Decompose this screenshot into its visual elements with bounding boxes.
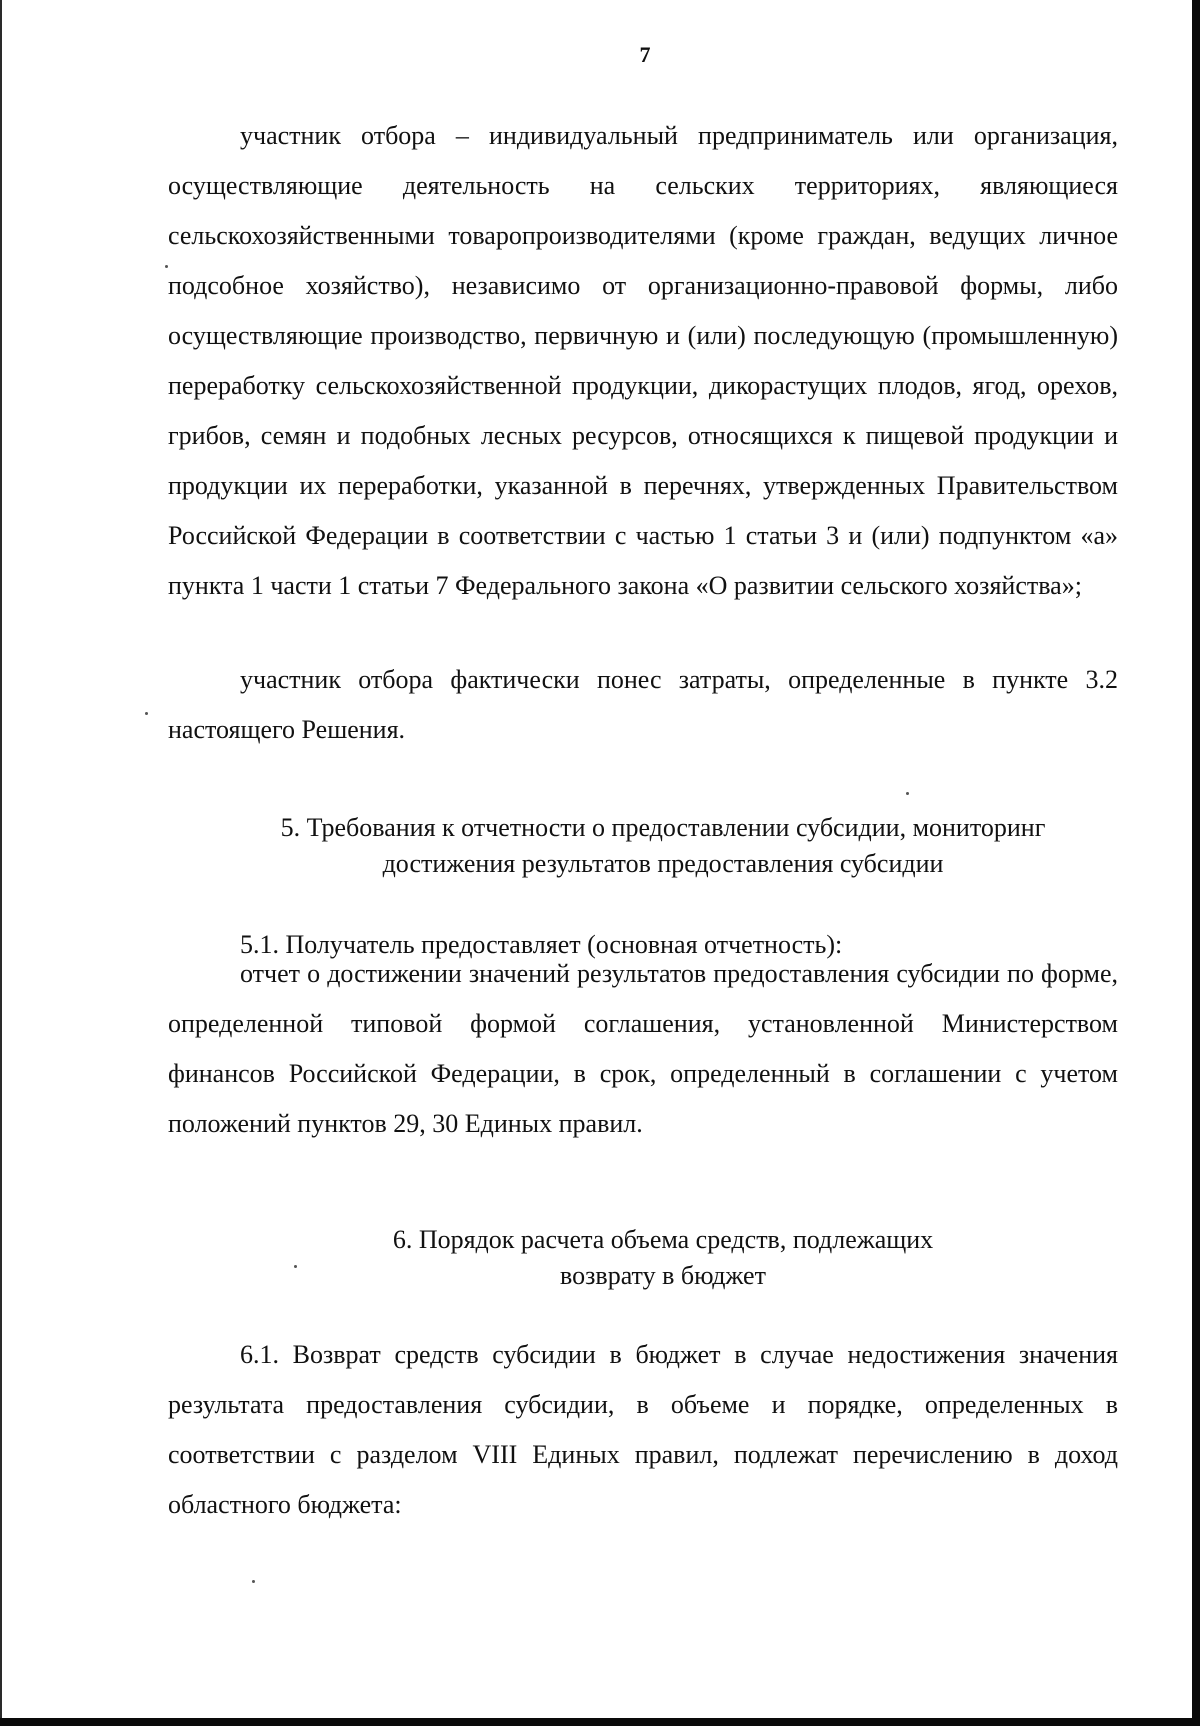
scan-edge-right — [1192, 0, 1200, 1726]
paragraph-5-1: 5.1. Получатель предоставляет (основная отчетность): — [240, 930, 843, 959]
page-number: 7 — [639, 42, 651, 67]
paragraph-participant-costs: участник отбора фактически понес затраты, определенные в пункте 3.2 настоящего Решения. — [168, 665, 1118, 744]
scan-edge-left — [0, 0, 2, 1726]
scan-speck — [906, 792, 909, 795]
paragraph-selection-participant: участник отбора – индивидуальный предприниматель или организация, осуществляющие деятельность на сельских территориях, являющиеся сельскохозяйственными товаропроизводителями (кроме граждан, ведущих личное подсобное хозяйство), независимо от организационно-правовой формы, либо осуществляющие производство, первичную и (или) последующую (промышленную) переработку сельскохозяйственной продукции, дикорастущих плодов, ягод, орехов, грибов, семян и подобных лесных ресурсов, относящихся к пищевой продукции и продукции их переработки, указанной в перечнях, утвержденных Правительством Российской Федерации в соответствии с частью 1 статьи 3 и (или) подпунктом «а» пункта 1 части 1 статьи 7 Федерального закона «О развитии сельского хозяйства»; — [168, 121, 1118, 600]
scan-speck — [294, 1265, 297, 1268]
section-6-heading-line-2: возврату в бюджет — [560, 1261, 766, 1290]
section-5-heading-line-1: 5. Требования к отчетности о предоставлении субсидии, мониторинг — [280, 813, 1046, 842]
scan-speck — [165, 265, 168, 268]
scan-speck — [252, 1580, 255, 1583]
scan-edge-bottom — [0, 1718, 1200, 1726]
section-6-heading-line-1: 6. Порядок расчета объема средств, подлежащих — [392, 1225, 934, 1254]
paragraph-report: отчет о достижении значений результатов предоставления субсидии по форме, определенной типовой формой соглашения, установленной Министерством финансов Российской Федерации, в срок, определенный в соглашении с учетом положений пунктов 29, 30 Единых правил. — [168, 959, 1118, 1138]
paragraph-6-1: 6.1. Возврат средств субсидии в бюджет в случае недостижения значения результата предоставления субсидии, в объеме и порядке, определенных в соответствии с разделом VIII Единых правил, подлежат перечислению в доход областного бюджета: — [168, 1340, 1118, 1519]
scan-speck — [145, 712, 148, 715]
section-5-heading-line-2: достижения результатов предоставления субсидии — [382, 849, 944, 878]
section-6-heading — [168, 1222, 1118, 1294]
section-5-heading — [168, 810, 1118, 882]
